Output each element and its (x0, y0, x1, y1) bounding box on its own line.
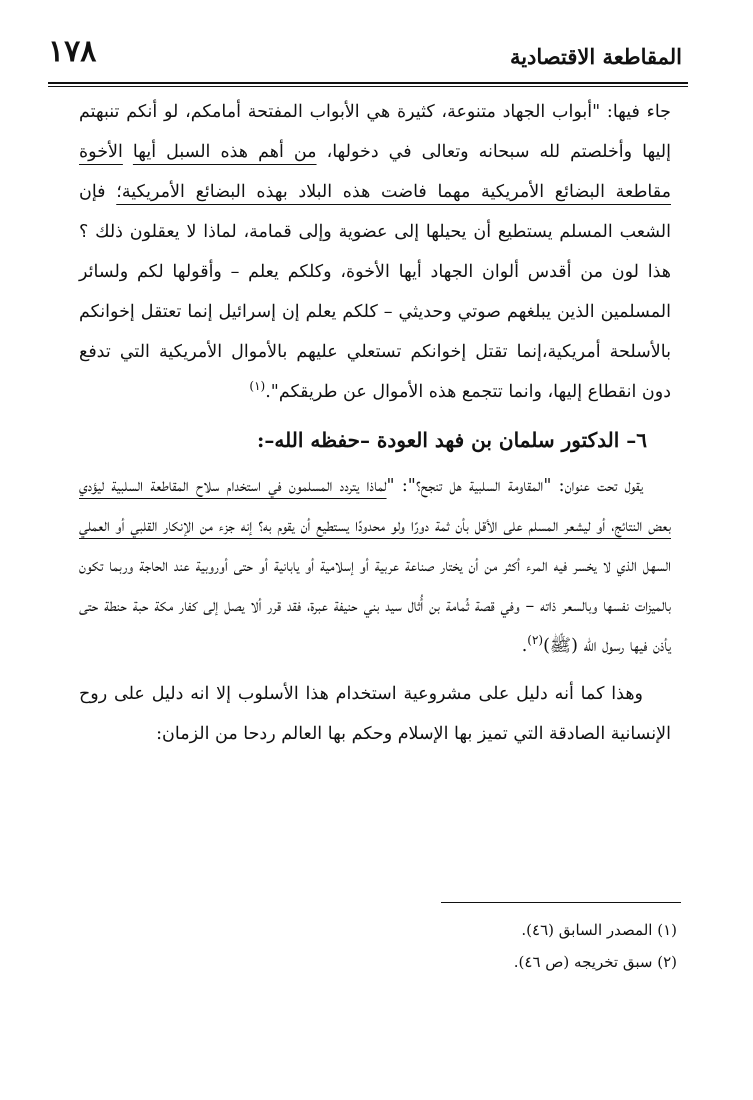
p2-underlined-passage: لماذا يتردد المسلمون في استخدام سلاح المقاطعة السلبية ليؤدي بعض النتائج، أو ليشعر المسلم على الأقل بأن ثمة دورًا ولو محدودًا يستطيع أن يقوم به؟ إنه جزء من الإنكار القلبي أو العملي (79, 476, 671, 536)
footnote-ref-1: (١) (249, 379, 266, 394)
paragraph-conclusion: وهذا كما أنه دليل على مشروعية استخدام هذا الأسلوب إلا انه دليل على روح الإنسانية الصادقة التي تميز بها الإسلام وحكم بها العالم ردحا من الزمان: (79, 684, 671, 744)
p2-end: . (521, 636, 528, 656)
footnotes (77, 914, 677, 978)
footnote-1: (١) المصدر السابق (٤٦). (521, 921, 677, 939)
footnote-2: (٢) سبق تخريجه (ص ٤٦). (513, 953, 677, 971)
p1-line1: جاء فيها: "أبواب الجهاد متنوعة، كثيرة هي الأبواب المفتحة أمامكم، لو أنكم (126, 102, 671, 122)
p1-line2: تنبهتم إليها وأخلصتم لله سبحانه وتعالى في دخولها، (79, 102, 671, 162)
running-title: المقاطعة الاقتصادية (509, 44, 682, 69)
footnote-divider (441, 902, 681, 903)
p2-intro: يقول تحت عنوان: "المقاومة السلبية هل تنجح؟": " (386, 476, 643, 496)
p2-rest: السهل الذي لا يخسر فيه المرء أكثر من أن يختار صناعة عربية أو إسلامية أو يابانية أو حتى أوروبية عند الحاجة وربما تكون بالميزات نفسها وبالسعر ذاته – وفي قصة ثُمامة بن أُثال سيد بني حنيفة عبرة، فقد قرر ألا يصل إلى كفار مكة حبة حنطة حتى يأذن فيها رسول الله (ﷺ) (79, 556, 671, 656)
p1-underlined-line: الأخوة مقاطعة البضائع الأمريكية مهما فاضت هذه البلاد بهذه البضائع الأمريكية؛ (79, 142, 671, 202)
section-heading: ٦– الدكتور سلمان بن فهد العودة –حفظه الله–: (257, 428, 647, 452)
paragraph-passive-resistance (79, 466, 671, 666)
page-number: ١٧٨ (48, 34, 97, 69)
page-body (79, 92, 671, 754)
p1-rest: فإن الشعب المسلم يستطيع أن يحيلها إلى عضوية وإلى قمامة، لماذا لا يعقلون ذلك ؟ هذا لون من أقدس ألوان الجهاد أيها الأخوة، وكلكم يعلم – وأقولها لكم ولسائر المسلمين الذين يبلغهم صوتي وحديثي – كلكم يعلم إن إسرائيل إنما تعتقل إخوانكم بالأسلحة أمريكية،إنما تقتل إخوانكم تستعلي عليهم بالأموال الأمريكية التي تدفع دون انقطاع إليها، وانما تتجمع هذه الأموال عن طريقكم". (79, 182, 671, 402)
page-header (40, 34, 690, 78)
paragraph-quote-jihad (79, 92, 671, 412)
p1-underlined-phrase: من أهم هذه السبل أيها (132, 142, 317, 162)
header-divider (48, 82, 688, 87)
footnote-ref-2: (٢) (527, 633, 544, 648)
